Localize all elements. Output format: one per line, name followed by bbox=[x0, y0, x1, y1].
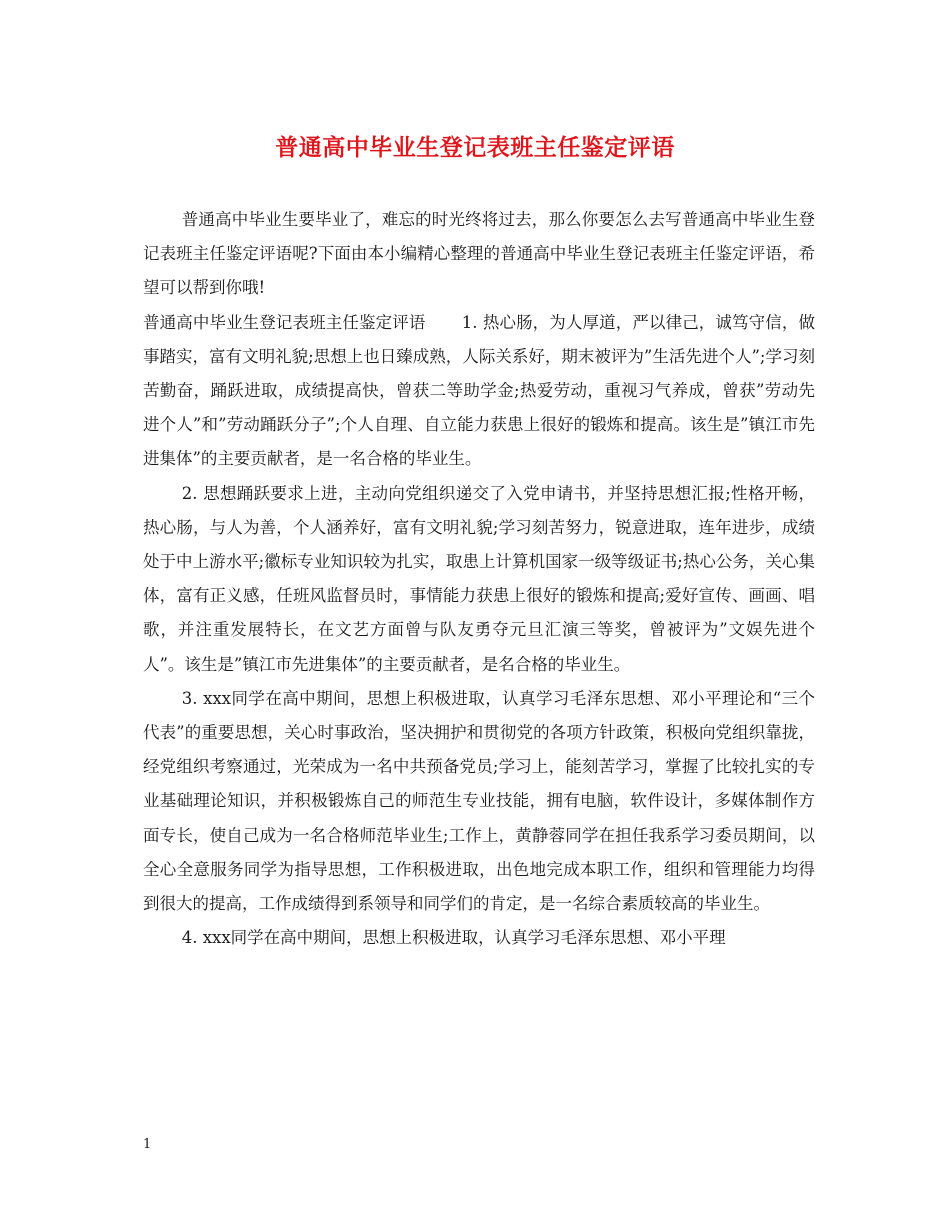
document-body bbox=[143, 203, 815, 955]
intro-paragraph: 普通高中毕业生要毕业了，难忘的时光终将过去，那么你要怎么去写普通高中毕业生登记表班主任鉴定评语呢?下面由本小编精心整理的普通高中毕业生登记表班主任鉴定评语，希望可以帮到你哦! bbox=[143, 210, 815, 298]
item-1-text: 1. 热心肠，为人厚道，严以律己，诚笃守信，做事踏实，富有文明礼貌;思想上也日臻成熟，人际关系好，期末被评为”生活先进个人”;学习刻苦勤奋，踊跃进取，成绩提高快，曾获二等助学金;热爱劳动，重视习气养成，曾获”劳动先进个人”和”劳动踊跃分子”;个人自理、自立能力获患上很好的锻炼和提高。该生是”镇江市先进集体”的主要贡献者，是一名合格的毕业生。 bbox=[143, 312, 815, 469]
page-number: 1 bbox=[143, 1137, 152, 1152]
item-paragraph-3: 3. xxx同学在高中期间，思想上积极进取，认真学习毛泽东思想、邓小平理论和“三个代表”的重要思想，关心时事政治，坚决拥护和贯彻党的各项方针政策，积极向党组织靠拢，经党组织考察通过，光荣成为一名中共预备党员;学习上，能刻苦学习，掌握了比较扎实的专业基础理论知识，并积极锻炼自己的师范生专业技能，拥有电脑，软件设计，多媒体制作方面专长，使自己成为一名合格师范毕业生;工作上，黄静蓉同学在担任我系学习委员期间，以全心全意服务同学为指导思想，工作积极进取，出色地完成本职工作，组织和管理能力均得到很大的提高，工作成绩得到系领导和同学们的肯定，是一名综合素质较高的毕业生。 bbox=[143, 688, 815, 914]
item-paragraph-4: 4. xxx同学在高中期间，思想上积极进取，认真学习毛泽东思想、邓小平理 bbox=[181, 928, 726, 948]
item-paragraph-2: 2. 思想踊跃要求上进，主动向党组织递交了入党申请书，并坚持思想汇报;性格开畅，热心肠，与人为善，个人涵养好，富有文明礼貌;学习刻苦努力，锐意进取，连年进步，成绩处于中上游水平;徽标专业知识较为扎实，取患上计算机国家一级等级证书;热心公务，关心集体，富有正义感，任班风监督员时，事情能力获患上很好的锻炼和提高;爱好宣传、画画、唱歌，并注重发展特长，在文艺方面曾与队友勇夺元旦汇演三等奖，曾被评为”文娱先进个人”。该生是”镇江市先进集体”的主要贡献者，是名合格的毕业生。 bbox=[143, 483, 815, 674]
section-heading: 普通高中毕业生登记表班主任鉴定评语 bbox=[143, 312, 426, 332]
document-title: 普通高中毕业生登记表班主任鉴定评语 bbox=[275, 134, 675, 161]
item-paragraph-1 bbox=[143, 306, 815, 477]
